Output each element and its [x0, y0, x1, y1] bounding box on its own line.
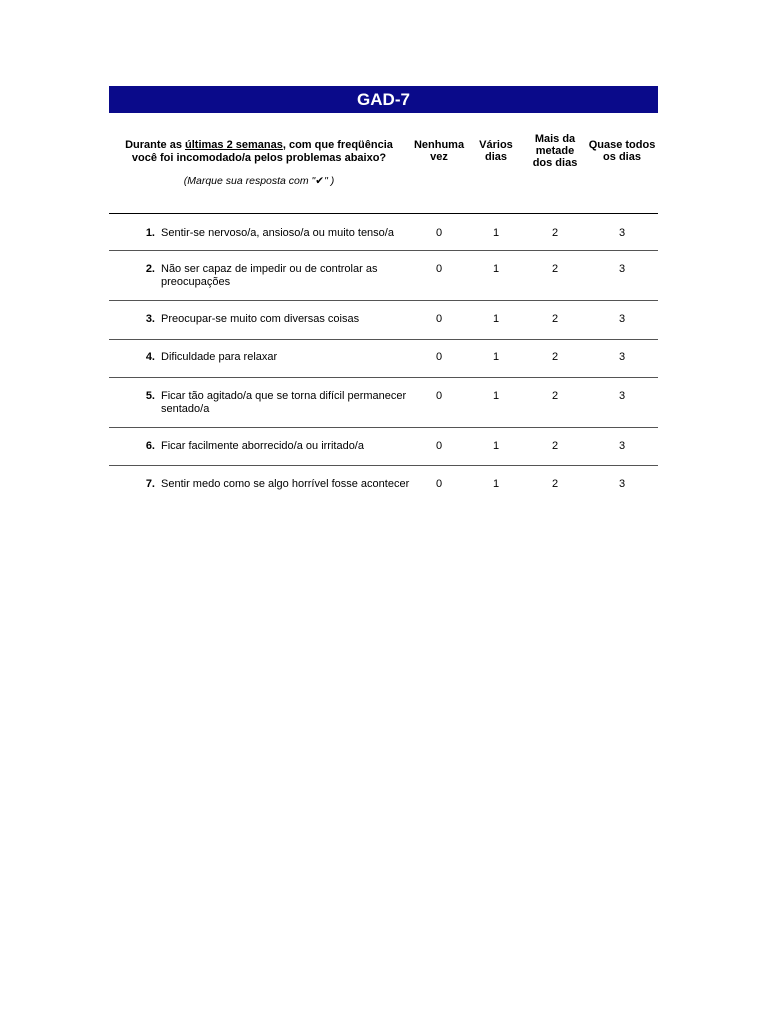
column-header-never-line1: Nenhuma [413, 139, 465, 151]
score-2[interactable]: 2 [551, 351, 559, 363]
score-0[interactable]: 0 [435, 351, 443, 363]
column-header-several-line1: Vários [479, 139, 513, 151]
column-header-never-line2: vez [430, 151, 448, 163]
question-part2: , com que freqüência [282, 139, 393, 151]
item-text-line1: Ficar tão agitado/a que se torna difícil permanecer [161, 390, 407, 402]
column-header-nearly-line2: os dias [603, 151, 641, 163]
gad7-form [109, 86, 658, 503]
score-1[interactable]: 1 [492, 390, 500, 402]
item-number: 5. [145, 390, 155, 402]
item-number: 2. [145, 263, 155, 275]
score-0[interactable]: 0 [435, 440, 443, 452]
item-text-line2: sentado/a [161, 403, 210, 415]
score-0[interactable]: 0 [435, 227, 443, 239]
score-3[interactable]: 3 [618, 227, 626, 239]
question-underlined: últimas 2 semanas [185, 139, 283, 151]
item-row-4 [109, 340, 658, 378]
item-number: 4. [145, 351, 155, 363]
score-3[interactable]: 3 [618, 313, 626, 325]
column-header-several-line2: dias [484, 151, 507, 163]
form-header [109, 135, 658, 214]
score-2[interactable]: 2 [551, 313, 559, 325]
item-row-2 [109, 251, 658, 301]
item-text-line2: preocupações [161, 276, 231, 288]
item-text: Preocupar-se muito com diversas coisas [161, 313, 360, 325]
score-0[interactable]: 0 [435, 313, 443, 325]
score-2[interactable]: 2 [551, 227, 559, 239]
item-text: Sentir medo como se algo horrível fosse acontecer [161, 478, 410, 490]
item-row-1 [109, 214, 658, 251]
column-header-nearly-every-day [582, 139, 662, 163]
score-3[interactable]: 3 [618, 351, 626, 363]
item-row-5 [109, 378, 658, 428]
score-2[interactable]: 2 [551, 263, 559, 275]
score-3[interactable]: 3 [618, 478, 626, 490]
score-3[interactable]: 3 [618, 263, 626, 275]
item-list [109, 214, 658, 503]
item-row-7 [109, 466, 658, 503]
score-0[interactable]: 0 [435, 263, 443, 275]
column-header-nearly-line1: Quase todos [588, 139, 656, 151]
score-1[interactable]: 1 [492, 313, 500, 325]
score-1[interactable]: 1 [492, 478, 500, 490]
score-1[interactable]: 1 [492, 440, 500, 452]
item-row-3 [109, 301, 658, 340]
item-text: Dificuldade para relaxar [161, 351, 278, 363]
question-part1: Durante as [125, 139, 186, 151]
item-number: 7. [145, 478, 155, 490]
score-0[interactable]: 0 [435, 478, 443, 490]
item-text [161, 390, 413, 416]
column-header-half-line1: Mais da [534, 133, 576, 145]
score-1[interactable]: 1 [492, 227, 500, 239]
column-header-half-line3: dos dias [532, 157, 578, 169]
score-2[interactable]: 2 [551, 440, 559, 452]
item-row-6 [109, 428, 658, 466]
score-1[interactable]: 1 [492, 263, 500, 275]
item-text [161, 263, 413, 289]
question-line2: você foi incomodado/a pelos problemas abaixo? [131, 152, 387, 164]
form-title: GAD-7 [109, 86, 658, 113]
score-1[interactable]: 1 [492, 351, 500, 363]
score-2[interactable]: 2 [551, 390, 559, 402]
column-header-half-line2: metade [535, 145, 575, 157]
score-3[interactable]: 3 [618, 390, 626, 402]
score-3[interactable]: 3 [618, 440, 626, 452]
item-text: Sentir-se nervoso/a, ansioso/a ou muito tenso/a [161, 227, 394, 239]
item-text-line1: Não ser capaz de impedir ou de controlar as [161, 263, 378, 275]
score-0[interactable]: 0 [435, 390, 443, 402]
score-2[interactable]: 2 [551, 478, 559, 490]
item-number: 6. [145, 440, 155, 452]
question-text [109, 139, 409, 165]
item-text: Ficar facilmente aborrecido/a ou irritado/a [161, 440, 364, 452]
instruction-text: (Marque sua resposta com "✔" ) [183, 175, 335, 187]
item-number: 3. [145, 313, 155, 325]
item-number: 1. [145, 227, 155, 239]
